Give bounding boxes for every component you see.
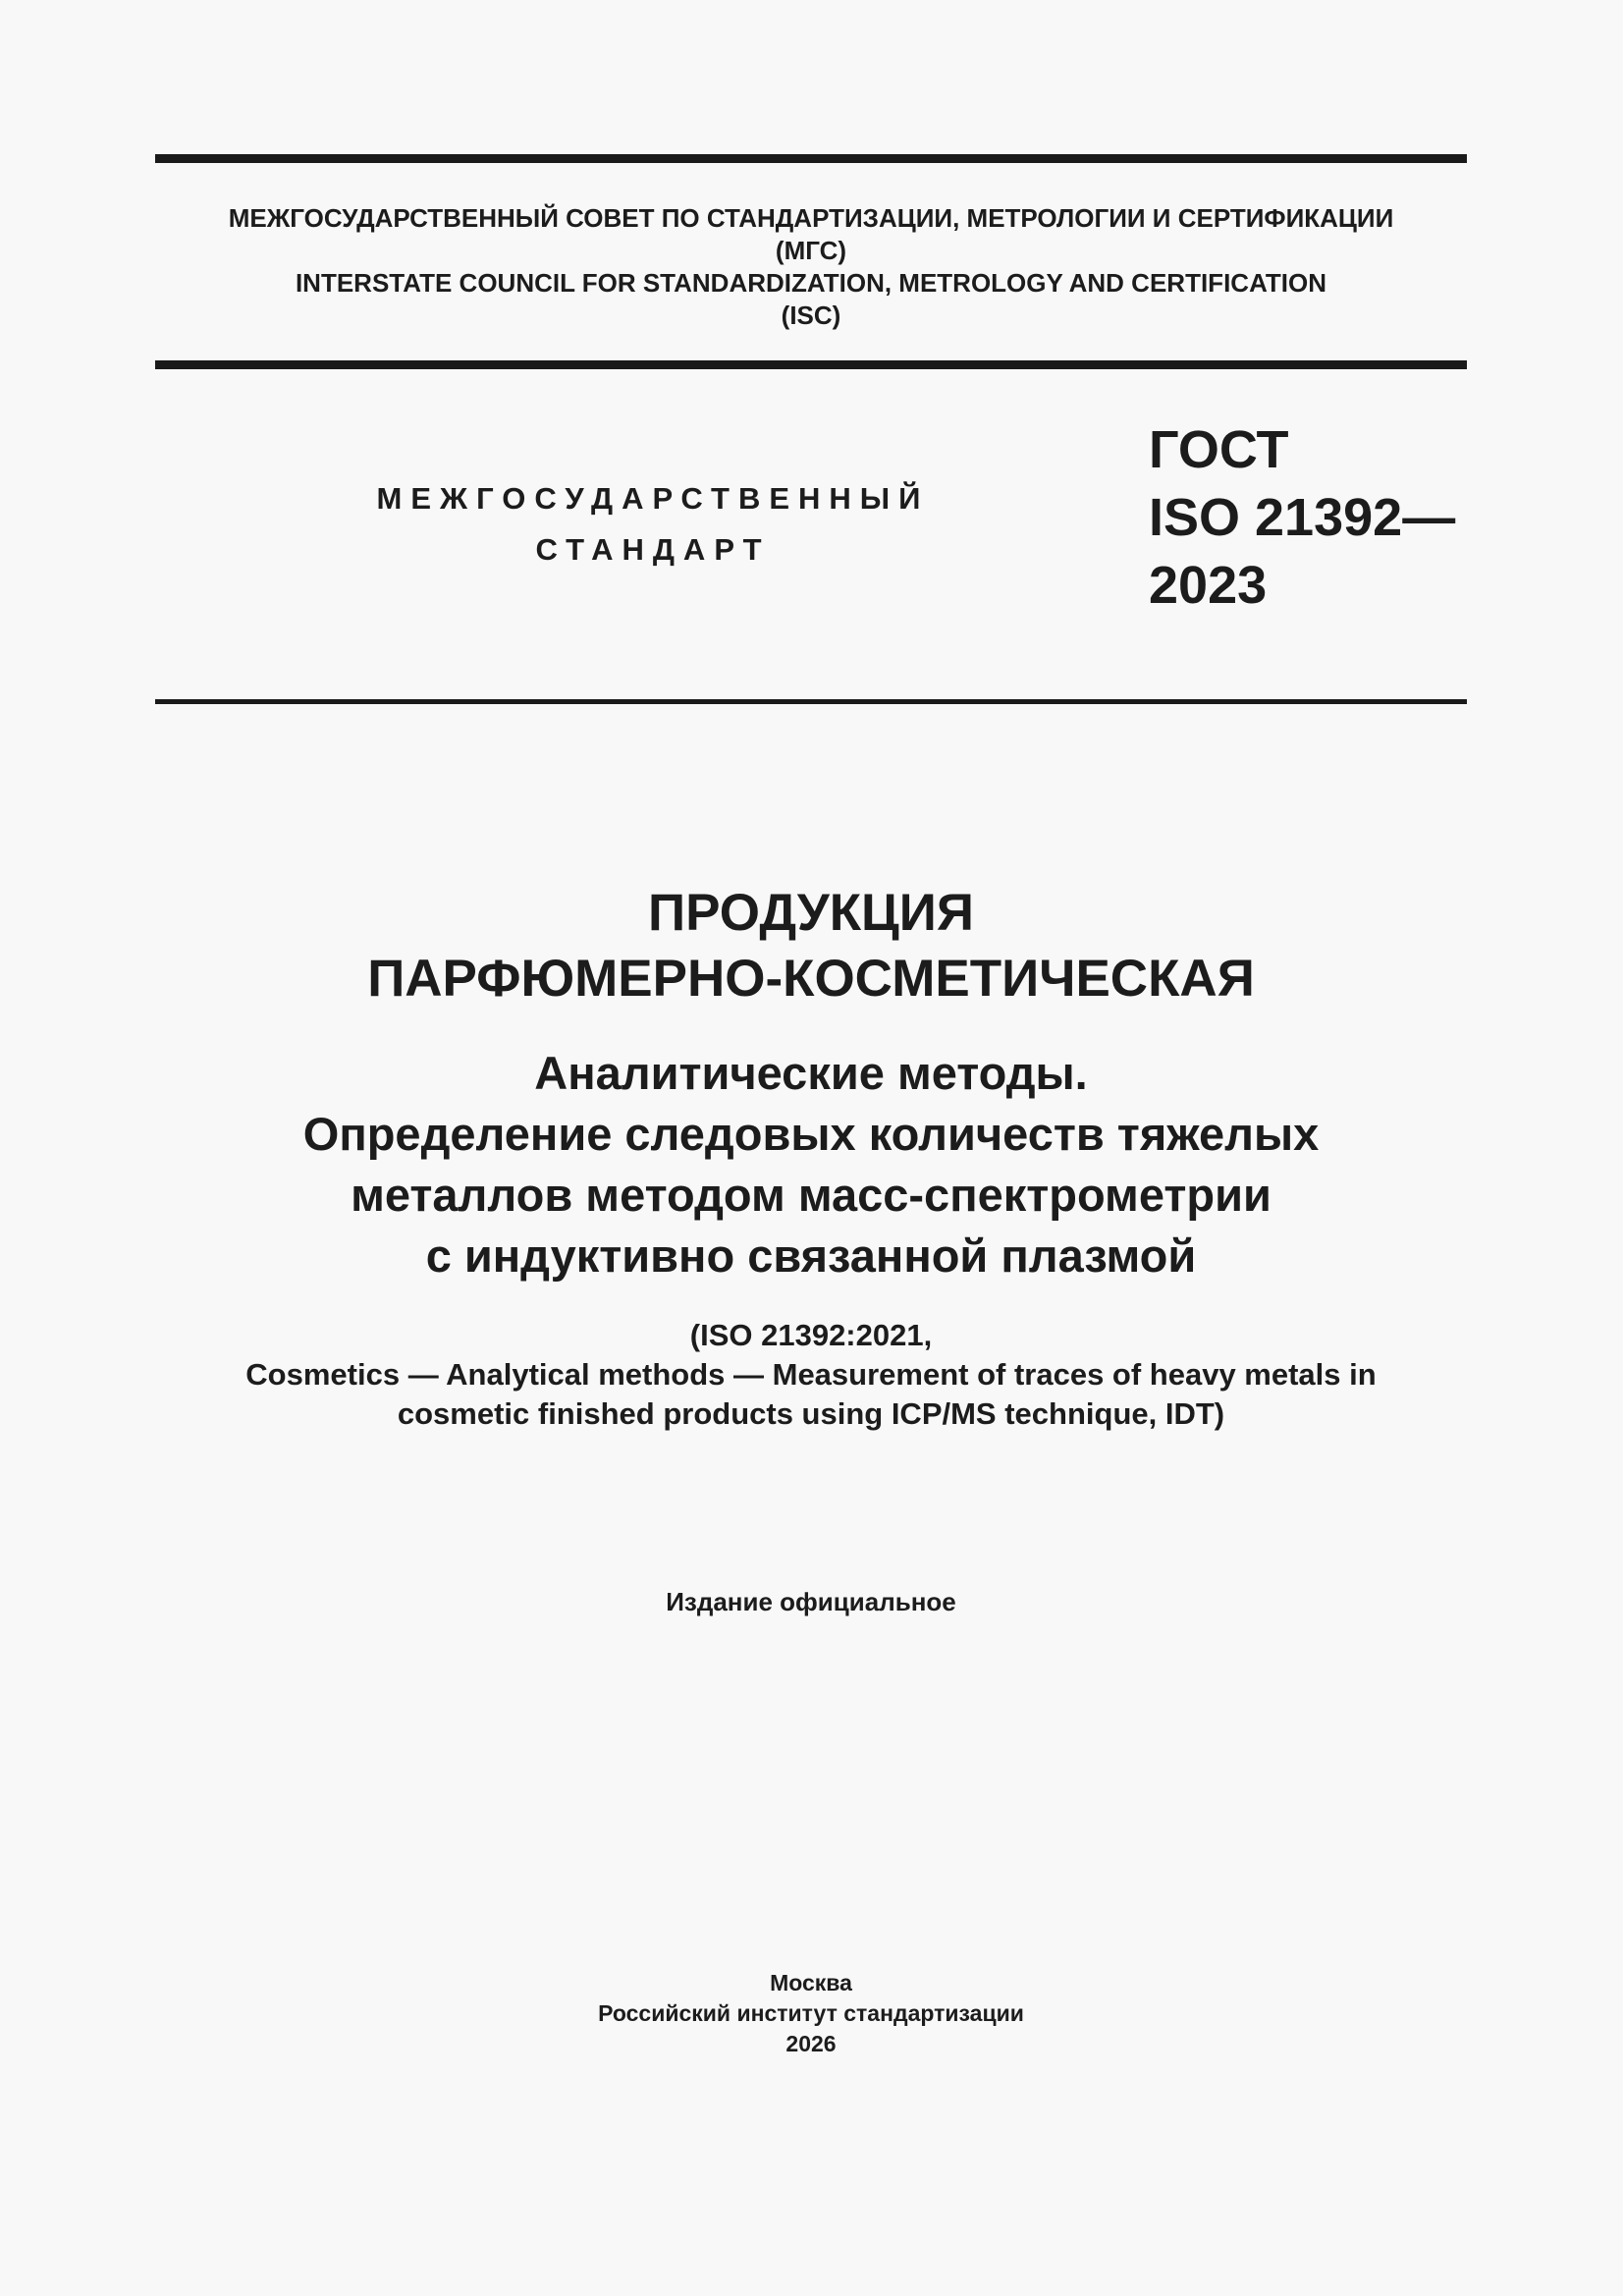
- standard-type: [324, 473, 982, 575]
- publisher-year: 2026: [785, 2031, 837, 2056]
- edition-note: Издание официальное: [666, 1587, 956, 1616]
- title-line1: ПРОДУКЦИЯ: [648, 884, 974, 942]
- iso-reference-line3: cosmetic finished products using ICP/MS technique, IDT): [397, 1396, 1225, 1431]
- header-divider: [155, 360, 1467, 369]
- publisher-city: Москва: [770, 1970, 852, 1995]
- subtitle-line4: с индуктивно связанной плазмой: [425, 1230, 1197, 1282]
- iso-reference: [155, 1316, 1467, 1434]
- designation-line2: ISO 21392—: [1149, 488, 1456, 547]
- iso-reference-line2: Cosmetics — Analytical methods — Measurement of traces of heavy metals in: [245, 1357, 1377, 1392]
- title-divider: [155, 699, 1467, 704]
- council-abbr-ru: (МГС): [775, 236, 847, 265]
- title-line2: ПАРФЮМЕРНО-КОСМЕТИЧЕСКАЯ: [367, 950, 1255, 1008]
- council-header: [155, 202, 1467, 332]
- standard-type-line1: МЕЖГОСУДАРСТВЕННЫЙ: [376, 481, 930, 516]
- publisher-institute: Российский институт стандартизации: [598, 2000, 1024, 2026]
- council-name-en: INTERSTATE COUNCIL FOR STANDARDIZATION, METROLOGY AND CERTIFICATION: [295, 268, 1327, 298]
- top-divider: [155, 154, 1467, 163]
- standard-designation: [1149, 416, 1473, 620]
- subtitle-line3: металлов методом масс-спектрометрии: [351, 1169, 1271, 1221]
- subtitle-line1: Аналитические методы.: [534, 1047, 1088, 1099]
- document-title: [155, 880, 1467, 1011]
- council-name-ru: МЕЖГОСУДАРСТВЕННЫЙ СОВЕТ ПО СТАНДАРТИЗАЦИИ, МЕТРОЛОГИИ И СЕРТИФИКАЦИИ: [228, 203, 1394, 233]
- document-subtitle: [155, 1043, 1467, 1286]
- council-abbr-en: (ISC): [781, 301, 841, 330]
- subtitle-line2: Определение следовых количеств тяжелых: [302, 1108, 1320, 1160]
- designation-line3: 2023: [1149, 556, 1268, 615]
- publisher-block: [155, 1968, 1467, 2059]
- standard-type-line2: СТАНДАРТ: [535, 532, 771, 567]
- iso-reference-line1: (ISO 21392:2021,: [689, 1318, 933, 1352]
- designation-line1: ГОСТ: [1149, 420, 1289, 479]
